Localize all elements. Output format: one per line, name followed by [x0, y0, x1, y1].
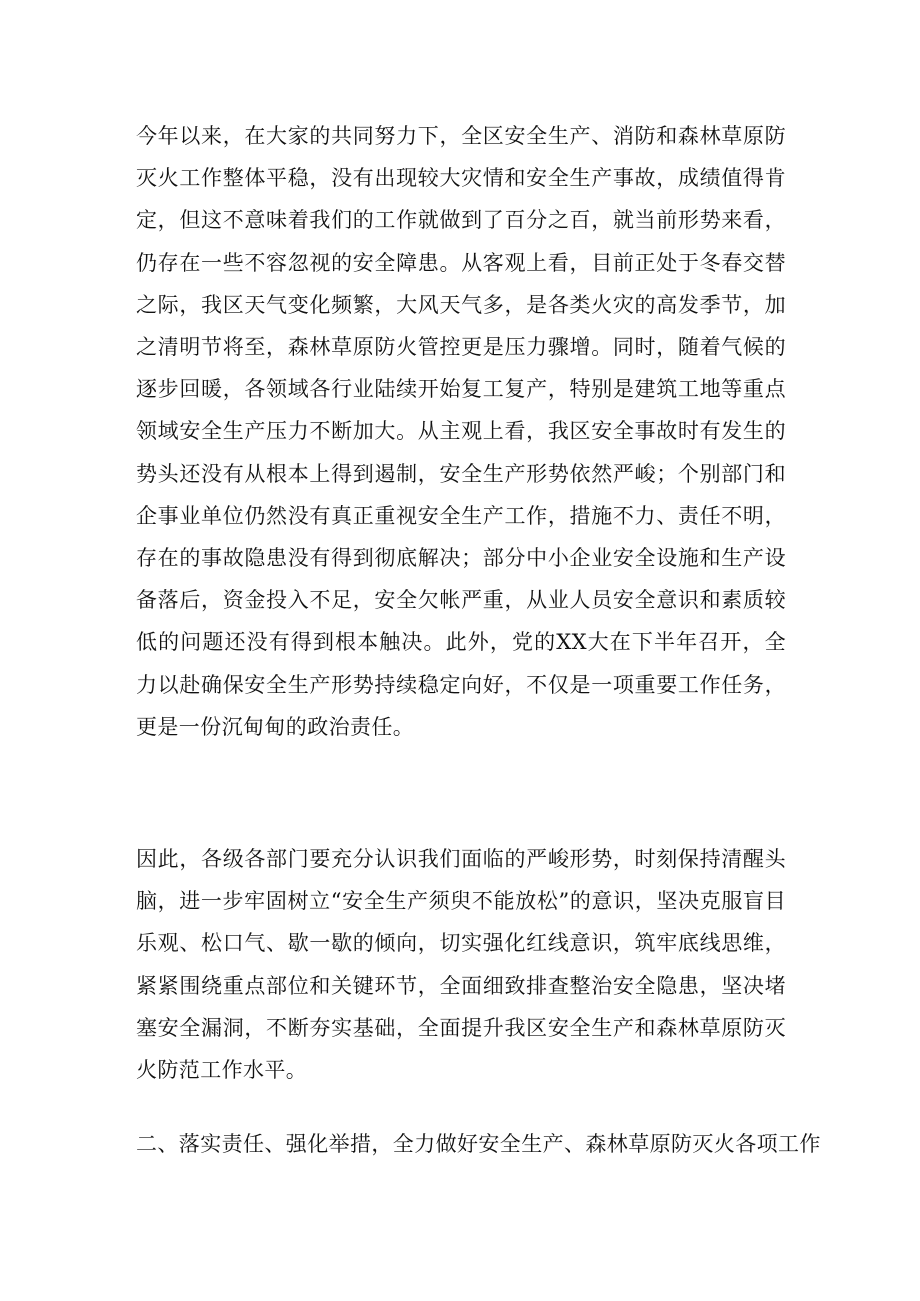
body-paragraph-1: 今年以来，在大家的共同努力下，全区安全生产、消防和森林草原防灭火工作整体平稳，没有出现较大灾情和安全生产事故，成绩值得肯定，但这不意味着我们的工作就做到了百分之百，就当前形势来看，仍存在一些不容忽视的安全障患。从客观上看，目前正处于冬春交替之际，我区天气变化频繁，大风天气多，是各类火灾的高发季节，加之清明节将至，森林草原防火管控更是压力骤增。同时，随着气候的逐步回暖，各领域各行业陆续开始复工复产，特别是建筑工地等重点领域安全生产压力不断加大。从主观上看，我区安全事故时有发生的势头还没有从根本上得到遏制，安全生产形势依然严峻；个别部门和企事业单位仍然没有真正重视安全生产工作，措施不力、责任不明，存在的事故隐患没有得到彻底解决；部分中小企业安全设施和生产设备落后，资金投入不足，安全欠帐严重，从业人员安全意识和素质较低的问题还没有得到根本触决。此外，党的XX大在下半年召开，全力以赴确保安全生产形势持续稳定向好，不仅是一项重要工作任务，更是一份沉甸甸的政治责任。: [136, 124, 786, 739]
body-paragraph-2: 因此，各级各部门要充分认识我们面临的严峻形势，时刻保持清醒头脑，进一步牢固树立“安全生产须臾不能放松”的意识，坚决克服盲目乐观、松口气、歇一歇的倾向，切实强化红线意识，筑牢底线思维，紧紧围绕重点部位和关键环节，全面细致排查整治安全隐患，坚决堵塞安全漏洞，不断夯实基础，全面提升我区安全生产和森林草原防灭火防范工作水平。: [136, 847, 786, 1083]
section-heading: 二、落实责任、强化举措，全力做好安全生产、森林草原防灭火各项工作: [136, 1132, 821, 1156]
